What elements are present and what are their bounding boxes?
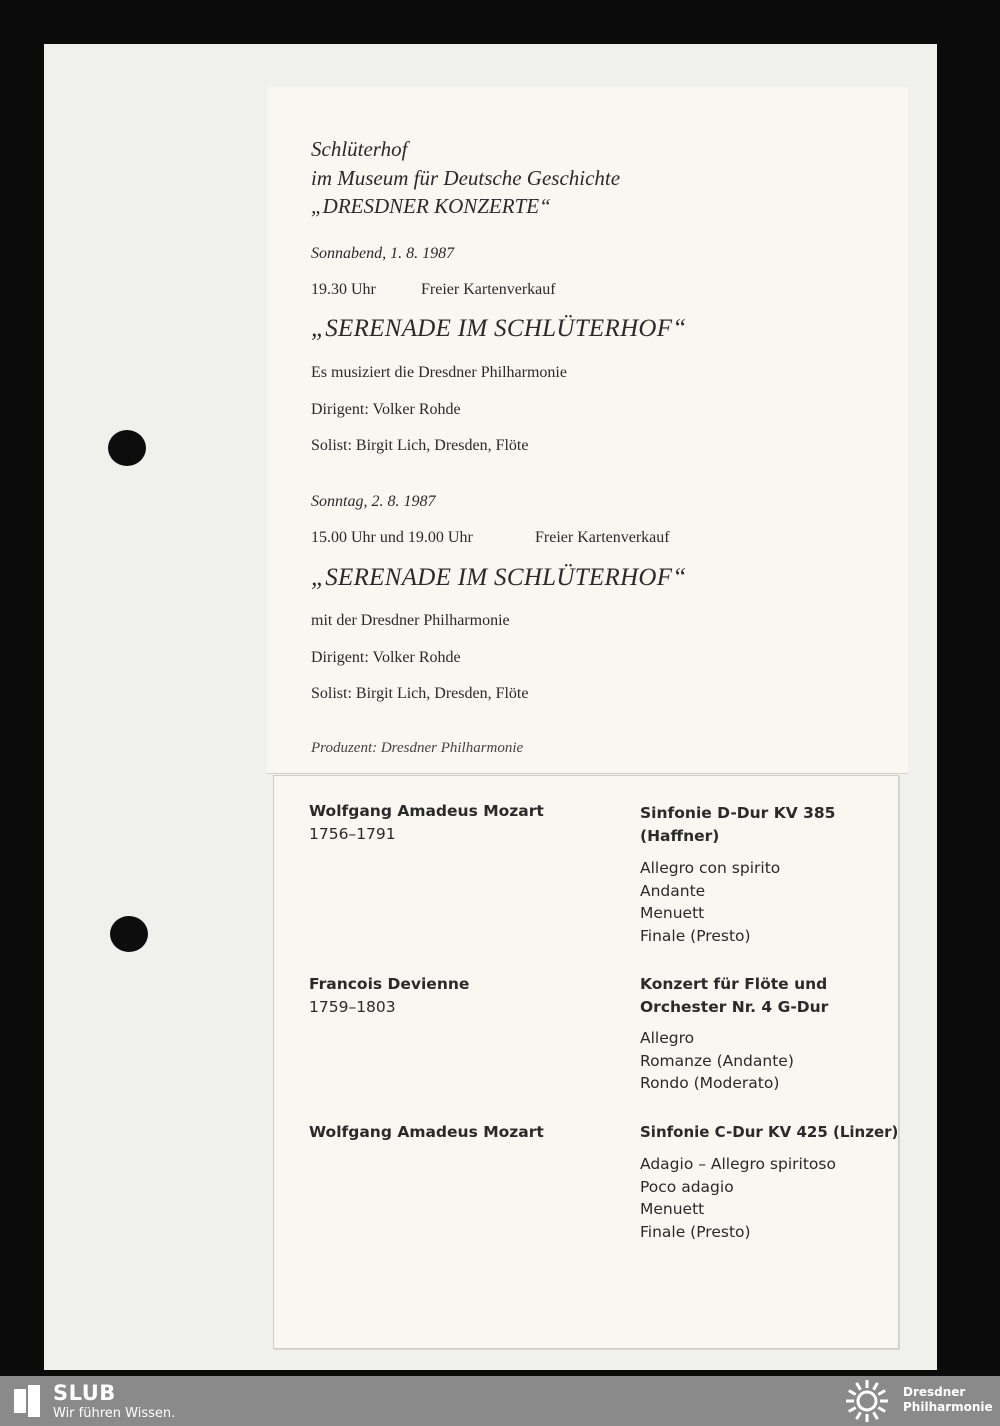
punch-hole [108, 430, 146, 466]
work-subtitle: Orchester Nr. 4 G-Dur [640, 998, 829, 1016]
work-subtitle: (Haffner) [640, 827, 720, 845]
venue-name: Schlüterhof [311, 137, 408, 161]
movement: Allegro con spirito [640, 859, 781, 877]
event1-soloist: Solist: Birgit Lich, Dresden, Flöte [311, 437, 529, 454]
event1-tickets: Freier Kartenverkauf [421, 281, 556, 298]
event1-time: 19.30 Uhr [311, 281, 376, 298]
composer-name: Wolfgang Amadeus Mozart [309, 1123, 544, 1141]
work-title: Sinfonie C-Dur KV 425 (Linzer) [640, 1123, 899, 1141]
orchestra-name[interactable]: Dresdner Philharmonie [903, 1385, 993, 1414]
venue-museum: im Museum für Deutsche Geschichte [311, 166, 621, 190]
composer-name: Francois Devienne [309, 975, 470, 993]
producer-credit: Produzent: Dresdner Philharmonie [311, 740, 524, 756]
event2-tickets: Freier Kartenverkauf [535, 529, 670, 546]
event2-time: 15.00 Uhr und 19.00 Uhr [311, 529, 473, 546]
movement: Rondo (Moderato) [640, 1074, 780, 1092]
event1-title: „SERENADE IM SCHLÜTERHOF“ [311, 315, 687, 342]
movement: Allegro [640, 1029, 695, 1047]
event2-performers: mit der Dresdner Philharmonie [311, 612, 510, 629]
library-slogan: Wir führen Wissen. [53, 1406, 176, 1421]
punch-hole [110, 916, 148, 952]
movement: Adagio – Allegro spiritoso [640, 1155, 836, 1173]
series-title: „DRESDNER KONZERTE“ [311, 194, 551, 218]
event1-date: Sonnabend, 1. 8. 1987 [311, 245, 455, 262]
work-title: Sinfonie D-Dur KV 385 [640, 804, 836, 822]
event2-title: „SERENADE IM SCHLÜTERHOF“ [311, 564, 687, 591]
event2-soloist: Solist: Birgit Lich, Dresden, Flöte [311, 685, 529, 702]
movement: Finale (Presto) [640, 1222, 751, 1241]
philharmonie-logo-icon [843, 1379, 891, 1423]
event-flyer [267, 87, 908, 774]
composer-years: 1756–1791 [309, 825, 396, 843]
composer-name: Wolfgang Amadeus Mozart [309, 802, 544, 820]
movement: Finale (Presto) [640, 926, 751, 945]
work-title: Konzert für Flöte und [640, 975, 828, 993]
movement: Andante [640, 881, 706, 900]
movement: Romanze (Andante) [640, 1051, 794, 1070]
program-flyer [273, 775, 899, 1349]
event1-performers: Es musiziert die Dresdner Philharmonie [311, 364, 567, 381]
movement: Poco adagio [640, 1177, 734, 1196]
composer-years: 1759–1803 [309, 998, 396, 1016]
event1-conductor: Dirigent: Volker Rohde [311, 401, 461, 418]
archive-sheet [44, 44, 937, 1370]
event2-date: Sonntag, 2. 8. 1987 [311, 493, 436, 510]
movement: Menuett [640, 1200, 705, 1218]
event2-conductor: Dirigent: Volker Rohde [311, 649, 461, 666]
movement: Menuett [640, 904, 705, 922]
viewer-footer [0, 1376, 1000, 1426]
slub-logo-icon [14, 1385, 40, 1417]
library-name[interactable]: SLUB [53, 1381, 116, 1405]
